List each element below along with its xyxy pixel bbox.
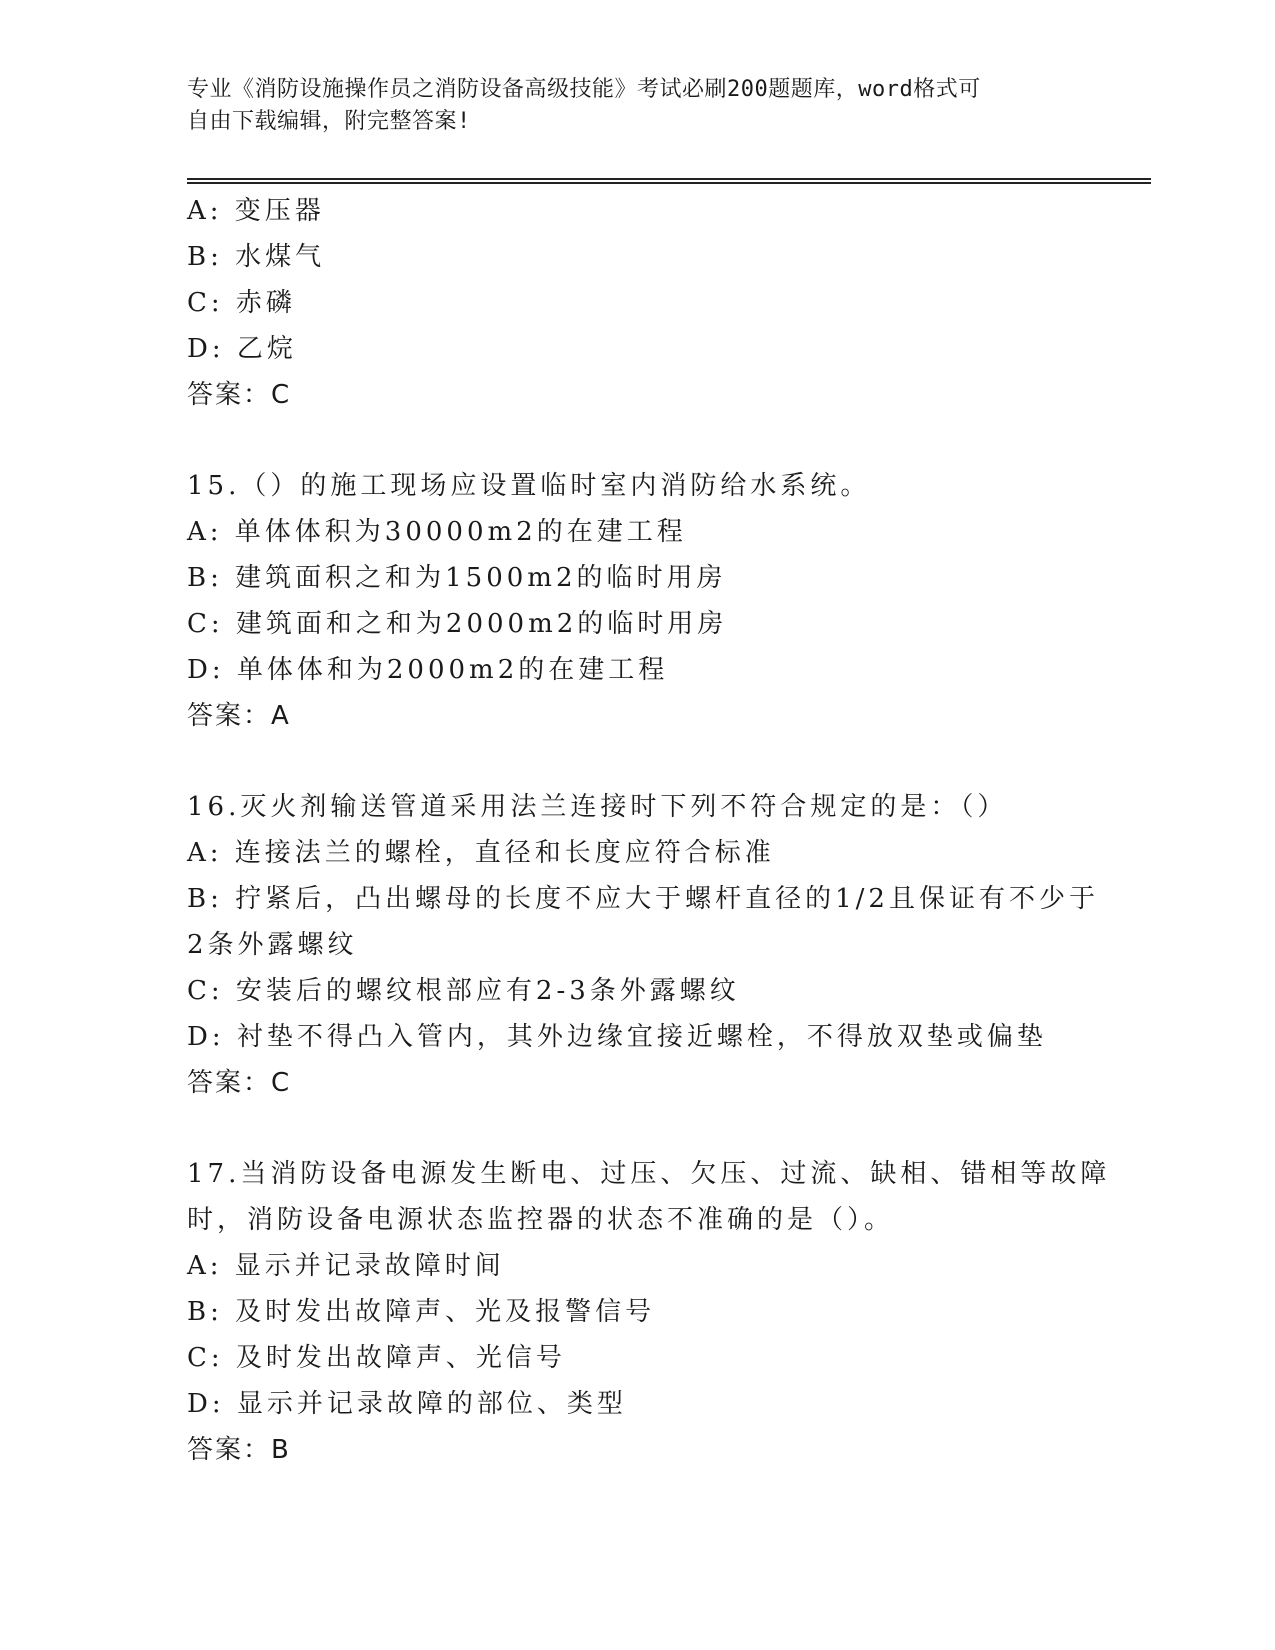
spacer [187,1106,1087,1151]
q17-option-d: D: 显示并记录故障的部位、类型 [187,1389,627,1419]
header-line-2: 自由下载编辑，附完整答案! [187,109,471,134]
q15-option-a: A: 单体体积为30000m2的在建工程 [187,517,687,547]
q14-answer: 答案：C [187,380,292,410]
q16-option-c: C: 安装后的螺纹根部应有2-3条外露螺纹 [187,976,740,1006]
q16-option-b: B: 拧紧后，凸出螺母的长度不应大于螺杆直径的1/2且保证有不少于 [187,884,1099,914]
q14-option-b: B: 水煤气 [187,242,326,272]
question-14 [187,188,1087,418]
q15-option-b: B: 建筑面积之和为1500m2的临时用房 [187,563,727,593]
q16-question: 16.灭火剂输送管道采用法兰连接时下列不符合规定的是：（） [187,792,1008,822]
q15-option-d: D: 单体体和为2000m2的在建工程 [187,655,669,685]
q14-option-d: D: 乙烷 [187,334,297,364]
q17-question-line-1: 17.当消防设备电源发生断电、过压、欠压、过流、缺相、错相等故障 [187,1159,1111,1189]
q15-option-c: C: 建筑面和之和为2000m2的临时用房 [187,609,728,639]
question-list [187,188,1111,1473]
header-divider-top [187,178,1151,180]
q16-answer: 答案：C [187,1068,292,1098]
spacer [187,418,1087,463]
q17-option-a: A: 显示并记录故障时间 [187,1251,505,1281]
q14-option-c: C: 赤磷 [187,288,296,318]
document-header [187,74,1067,138]
q14-option-a: A: 变压器 [187,196,325,226]
q17-option-b: B: 及时发出故障声、光及报警信号 [187,1297,656,1327]
q17-question-line-2: 时，消防设备电源状态监控器的状态不准确的是（）。 [187,1205,895,1235]
q15-answer: 答案：A [187,701,291,731]
header-divider-bottom [187,182,1151,184]
question-15 [187,463,1087,739]
question-16 [187,784,1099,1106]
q15-question: 15.（）的施工现场应设置临时室内消防给水系统。 [187,471,871,501]
q16-option-b-continued: 2条外露螺纹 [187,930,358,960]
q16-option-d: D: 衬垫不得凸入管内，其外边缘宜接近螺栓，不得放双垫或偏垫 [187,1022,1047,1052]
header-line-1: 专业《消防设施操作员之消防设备高级技能》考试必刷200题题库，word格式可 [187,77,981,102]
spacer [187,739,1087,784]
q16-option-a: A: 连接法兰的螺栓，直径和长度应符合标准 [187,838,775,868]
q17-option-c: C: 及时发出故障声、光信号 [187,1343,566,1373]
question-17 [187,1151,1111,1473]
q17-answer: 答案：B [187,1435,291,1465]
